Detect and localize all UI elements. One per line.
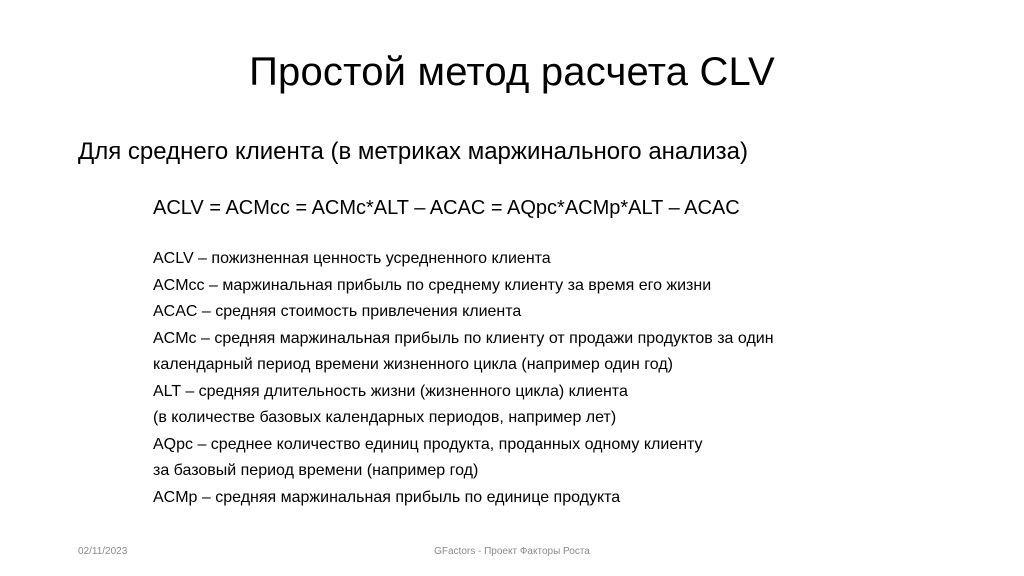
definition-line: AQpc – среднее количество единиц продукта, проданных одному клиенту (153, 435, 703, 453)
definition-line: ACLV – пожизненная ценность усредненного клиента (153, 250, 551, 267)
definition-line: за базовый период времени (например год) (153, 462, 479, 479)
clv-formula: ACLV = ACMcc = ACMc*ALT – ACAC = AQpc*ACMp*ALT – ACAC (153, 197, 740, 219)
footer-date: 02/11/2023 (78, 546, 128, 557)
footer-text: GFactors - Проект Факторы Роста (434, 546, 590, 557)
definition-line: ACMcc – маржинальная прибыль по среднему клиенту за время его жизни (153, 276, 712, 294)
definition-line: ACAC – средняя стоимость привлечения клиента (153, 303, 522, 320)
definitions-list (153, 246, 953, 511)
definition-line: календарный период времени жизненного цикла (например один год) (153, 356, 673, 373)
slide-subtitle: Для среднего клиента (в метриках маржинального анализа) (78, 138, 749, 165)
definition-line: ACMp – средняя маржинальная прибыль по единице продукта (153, 488, 621, 506)
definition-line: ALT – средняя длительность жизни (жизненного цикла) клиента (153, 382, 628, 400)
definition-line: ACMc – средняя маржинальная прибыль по клиенту от продажи продуктов за один (153, 329, 774, 347)
slide-title: Простой метод расчета CLV (249, 50, 775, 94)
definition-line: (в количестве базовых календарных периодов, например лет) (153, 409, 617, 426)
